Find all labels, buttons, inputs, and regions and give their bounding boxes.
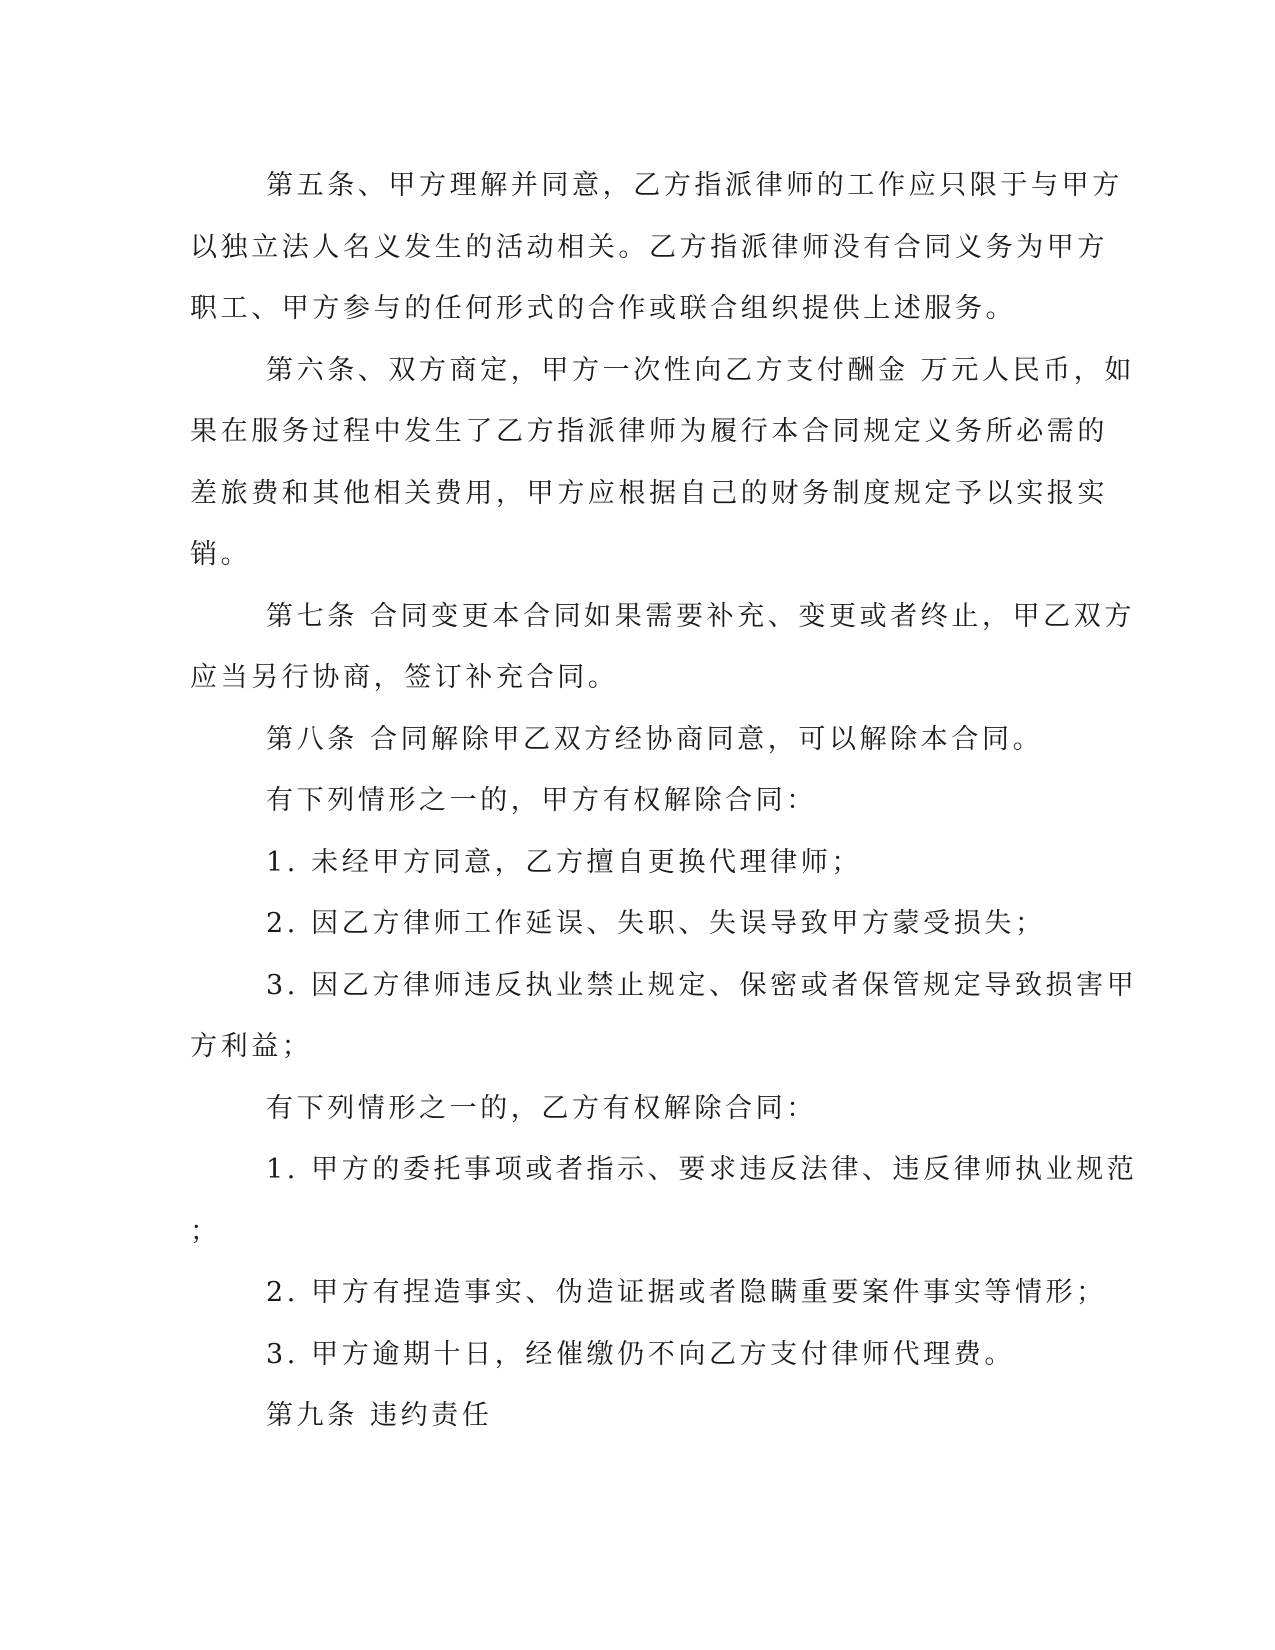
text-line: 第七条 合同变更本合同如果需要补充、变更或者终止，甲乙双方 <box>266 600 1135 632</box>
text-line: 以独立法人名义发生的活动相关。乙方指派律师没有合同义务为甲方 <box>190 231 1108 263</box>
list-item-party-a-1 <box>190 832 1080 894</box>
text-line: 1. 未经甲方同意，乙方擅自更换代理律师； <box>266 846 862 878</box>
text-line: 第六条、双方商定，甲方一次性向乙方支付酬金 万元人民币，如 <box>266 354 1135 386</box>
list-item-party-a-2 <box>190 893 1080 955</box>
text-line: 差旅费和其他相关费用，甲方应根据自己的财务制度规定予以实报实 <box>190 477 1108 509</box>
document-body <box>190 155 1138 1447</box>
paragraph-party-a-termination-intro <box>190 770 1080 832</box>
text-line: 3. 因乙方律师违反执业禁止规定、保密或者保管规定导致损害甲 <box>266 969 1138 1001</box>
text-line: 2. 因乙方律师工作延误、失职、失误导致甲方蒙受损失； <box>266 908 1046 939</box>
list-item-party-b-1 <box>190 1139 1138 1262</box>
list-item-party-b-3 <box>190 1324 1080 1386</box>
paragraph-article-7 <box>190 586 1135 709</box>
paragraph-party-b-termination-intro <box>190 1078 1080 1140</box>
text-line: 3. 甲方逾期十日，经催缴仍不向乙方支付律师代理费。 <box>266 1338 1015 1370</box>
text-line: 第九条 违约责任 <box>266 1400 493 1431</box>
text-line: 2. 甲方有捏造事实、伪造证据或者隐瞒重要案件事实等情形； <box>266 1277 1107 1308</box>
text-line: 1. 甲方的委托事项或者指示、要求违反法律、违反律师执业规范 <box>266 1154 1138 1185</box>
text-line: 方利益； <box>190 1031 313 1062</box>
paragraph-article-5 <box>190 155 1123 340</box>
list-item-party-b-2 <box>190 1262 1107 1324</box>
text-line: 职工、甲方参与的任何形式的合作或联合组织提供上述服务。 <box>190 293 1017 324</box>
text-line: 有下列情形之一的，甲方有权解除合同： <box>266 785 817 816</box>
paragraph-article-8 <box>190 709 1080 771</box>
text-line: 果在服务过程中发生了乙方指派律师为履行本合同规定义务所必需的 <box>190 416 1108 447</box>
text-line: 第八条 合同解除甲乙双方经协商同意，可以解除本合同。 <box>266 723 1044 755</box>
text-line: 应当另行协商，签订补充合同。 <box>190 662 619 693</box>
heading-article-9 <box>190 1385 1080 1447</box>
text-line: 销。 <box>190 539 252 570</box>
text-line: ； <box>190 1215 221 1247</box>
paragraph-article-6 <box>190 340 1135 586</box>
text-line: 第五条、甲方理解并同意，乙方指派律师的工作应只限于与甲方 <box>266 170 1123 201</box>
text-line: 有下列情形之一的，乙方有权解除合同： <box>266 1092 817 1124</box>
list-item-party-a-3 <box>190 955 1138 1078</box>
